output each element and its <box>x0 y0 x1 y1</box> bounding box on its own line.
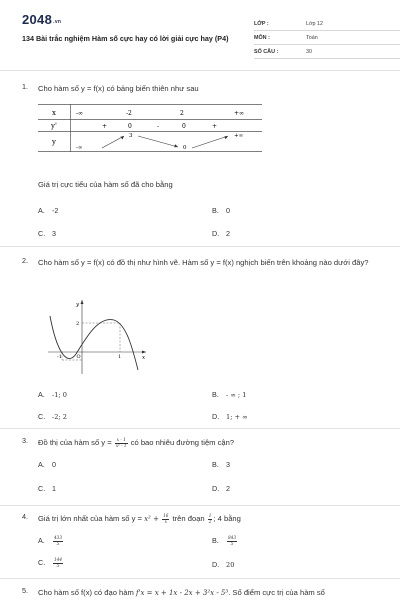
question-number: 3. <box>22 436 28 445</box>
meta-row-subject <box>254 31 400 45</box>
fraction-numerator: 843 <box>228 535 236 540</box>
option-fraction <box>227 536 237 546</box>
option-value: 1; + ∞ <box>226 413 248 421</box>
question-text <box>38 512 378 526</box>
question-number: 2. <box>22 256 28 265</box>
option-value: -2; 2 <box>52 413 67 421</box>
option-letter: D. <box>212 412 220 421</box>
document-meta <box>254 17 400 59</box>
fraction-denominator: 5 <box>56 562 60 568</box>
option-c[interactable] <box>38 558 64 568</box>
option-d[interactable] <box>212 560 234 569</box>
question-subtext: Giá trị cực tiểu của hàm số đã cho bằng <box>38 180 173 189</box>
question-text: Cho hàm số y = f(x) có đồ thị như hình vẽ. Hàm số y = f(x) nghịch biến trên khoảng nào dưới đây? <box>38 258 369 267</box>
option-c[interactable] <box>38 412 67 421</box>
increase-arrow <box>102 136 124 148</box>
x-value: -∞ <box>76 110 84 117</box>
y-axis-arrow <box>81 300 84 304</box>
x-value: +∞ <box>234 110 245 117</box>
document-header <box>22 12 382 68</box>
option-letter: D. <box>212 484 220 493</box>
option-a[interactable] <box>38 460 56 469</box>
fraction-numerator: 1 <box>208 512 212 518</box>
meta-value: Lớp 12 <box>306 21 324 27</box>
x-tick-label-neg: -1 <box>57 354 62 360</box>
option-c[interactable] <box>38 229 56 238</box>
option-value: 0 <box>226 206 230 215</box>
x-value: -2 <box>126 110 132 117</box>
option-letter: C. <box>38 229 46 238</box>
text-after: có bao nhiêu đường tiệm cận? <box>130 438 235 447</box>
option-value: -1; 0 <box>52 391 67 399</box>
brand-logo[interactable] <box>22 12 61 27</box>
question-1 <box>22 82 382 242</box>
question-2 <box>22 256 382 426</box>
meta-key: SỐ CÂU : <box>254 49 279 55</box>
arrow-head <box>174 144 178 147</box>
y-value: -∞ <box>76 145 83 151</box>
fraction-numerator: 433 <box>54 535 62 540</box>
row-label-derivative: y' <box>51 122 57 130</box>
fraction <box>115 438 128 448</box>
document-title: 134 Bài trắc nghiệm Hàm số cực hay có lời giải cực hay (P4) <box>22 34 229 43</box>
option-value: 1 <box>52 484 56 493</box>
meta-value: Toán <box>306 35 318 41</box>
text-before: Đồ thị của hàm số y = <box>38 438 112 447</box>
sign-value: + <box>102 123 108 130</box>
question-5 <box>22 586 382 600</box>
option-value: -2 <box>52 206 59 215</box>
fraction-numerator: 144 <box>54 557 62 562</box>
text-after: ; 4 bằng <box>213 514 241 523</box>
question-4 <box>22 512 382 580</box>
option-value: 3 <box>52 229 56 238</box>
question-text <box>38 436 378 449</box>
variation-table <box>38 104 262 152</box>
y-axis-label: y <box>76 302 80 308</box>
option-d[interactable] <box>212 412 248 421</box>
decrease-arrow <box>138 136 178 147</box>
function-graph <box>42 296 152 376</box>
fraction <box>162 514 169 524</box>
increase-arrow <box>192 136 228 148</box>
option-value: 2 <box>226 229 230 238</box>
fraction-numerator: 16 <box>163 512 169 518</box>
option-letter: C. <box>38 558 46 567</box>
question-text: Cho hàm số y = f(x) có bảng biến thiên như sau <box>38 84 199 93</box>
fraction-denominator: x² - 1 <box>115 442 127 448</box>
interval-fraction <box>208 514 213 524</box>
question-number: 5. <box>22 586 28 595</box>
divider <box>0 246 400 247</box>
option-letter: A. <box>38 206 45 215</box>
x-tick-label: 1 <box>118 354 122 360</box>
option-letter: D. <box>212 560 220 569</box>
fraction-denominator: 2 <box>208 518 212 524</box>
question-text <box>38 586 378 600</box>
sign-value: 0 <box>182 123 186 130</box>
meta-key: MÔN : <box>254 35 270 41</box>
y-tick-label: 2 <box>76 321 80 327</box>
meta-row-class <box>254 17 400 31</box>
meta-row-count <box>254 45 400 59</box>
fraction-denominator: x <box>164 518 167 524</box>
question-number: 1. <box>22 82 28 91</box>
text-after: . Số điểm cực trị của hàm số <box>228 588 325 597</box>
x-axis-label: x <box>142 355 146 361</box>
sign-value: + <box>212 123 218 130</box>
x-value: 2 <box>180 110 184 117</box>
divider <box>0 428 400 429</box>
sign-value: 0 <box>128 123 132 130</box>
option-b[interactable] <box>212 206 230 215</box>
option-letter: B. <box>212 390 219 399</box>
option-b[interactable] <box>212 390 246 399</box>
formula: f'x = x + 1x - 2x + 3²x - 5³ <box>135 589 229 597</box>
option-b[interactable] <box>212 460 230 469</box>
option-fraction <box>53 558 63 568</box>
option-d[interactable] <box>212 484 230 493</box>
function-curve <box>50 316 138 370</box>
y-value: +∞ <box>234 133 244 139</box>
option-letter: A. <box>38 460 45 469</box>
option-letter: B. <box>212 536 219 545</box>
option-fraction <box>53 536 63 546</box>
meta-value: 30 <box>306 49 312 55</box>
arrow-head <box>224 136 228 139</box>
row-label-y: y <box>52 138 56 146</box>
option-letter: C. <box>38 484 46 493</box>
divider <box>0 578 400 579</box>
y-value: 0 <box>183 145 187 151</box>
x-axis-arrow <box>142 351 146 354</box>
fraction-numerator: x - 1 <box>116 436 126 442</box>
option-letter: A. <box>38 390 45 399</box>
divider <box>0 505 400 506</box>
option-letter: A. <box>38 536 45 545</box>
option-c[interactable] <box>38 484 56 493</box>
brand-suffix: .vn <box>53 19 62 25</box>
fraction-denominator: 5 <box>56 540 60 546</box>
text-before: Cho hàm số f(x) có đạo hàm <box>38 588 134 597</box>
option-value: - ∞ ; 1 <box>226 391 247 399</box>
option-letter: C. <box>38 412 46 421</box>
text-before: Giá trị lớn nhất của hàm số y = <box>38 514 142 523</box>
meta-key: LỚP : <box>254 21 269 27</box>
sign-value: - <box>157 123 160 130</box>
option-value: 2 <box>226 484 230 493</box>
option-a[interactable] <box>38 390 67 399</box>
formula: x² + <box>144 515 159 523</box>
option-a[interactable] <box>38 536 64 546</box>
option-a[interactable] <box>38 206 58 215</box>
option-value: 20 <box>226 561 235 569</box>
option-letter: B. <box>212 460 219 469</box>
text-mid: trên đoạn <box>172 514 205 523</box>
row-label-x: x <box>52 109 56 117</box>
origin-label: O <box>76 354 81 360</box>
option-b[interactable] <box>212 536 238 546</box>
question-3 <box>22 436 382 500</box>
question-number: 4. <box>22 512 28 521</box>
option-value: 3 <box>226 460 230 469</box>
option-value: 0 <box>52 460 56 469</box>
divider <box>0 70 400 71</box>
option-d[interactable] <box>212 229 230 238</box>
option-letter: D. <box>212 229 220 238</box>
option-letter: B. <box>212 206 219 215</box>
fraction-denominator: 5 <box>230 540 234 546</box>
brand-name: 2048 <box>22 12 53 27</box>
y-value: 3 <box>129 133 133 139</box>
